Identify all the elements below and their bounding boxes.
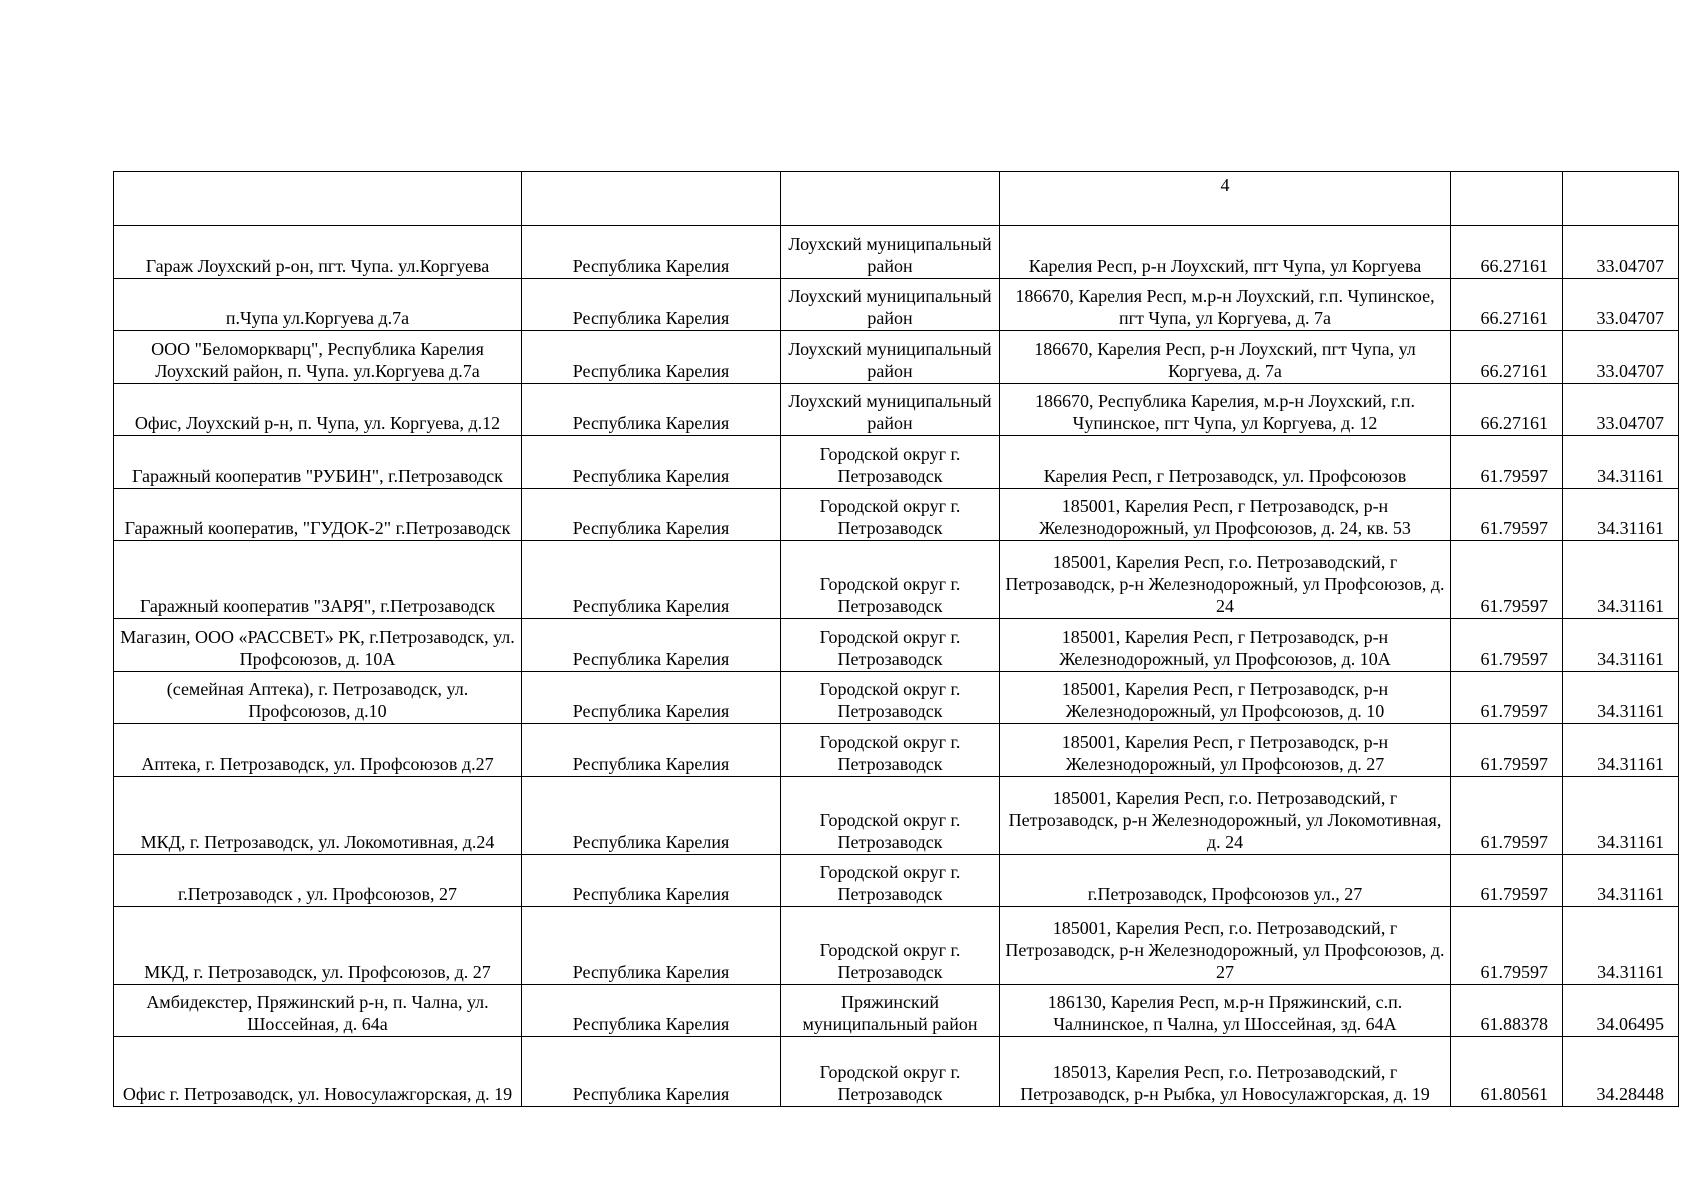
table-row (114, 331, 1679, 384)
cell-longitude: 34.31161 (1563, 436, 1679, 489)
cell-latitude: 61.79597 (1451, 541, 1563, 619)
cell-municipality: Городской округ г. Петрозаводск (781, 541, 1000, 619)
cell-address: 185013, Карелия Респ, г.о. Петрозаводский, г Петрозаводск, р-н Рыбка, ул Новосулажгорская, д. 19 (1000, 1037, 1451, 1107)
cell-latitude: 61.79597 (1451, 777, 1563, 855)
table-row (114, 777, 1679, 855)
cell-municipality: Городской округ г. Петрозаводск (781, 907, 1000, 985)
document-page (113, 171, 1678, 1107)
cell-name: г.Петрозаводск , ул. Профсоюзов, 27 (114, 855, 522, 907)
page-number: 4 (1000, 172, 1451, 226)
cell-municipality: Пряжинский муниципальный район (781, 985, 1000, 1037)
table-cell (114, 172, 522, 226)
cell-municipality: Городской округ г. Петрозаводск (781, 672, 1000, 724)
cell-name: Офис г. Петрозаводск, ул. Новосулажгорская, д. 19 (114, 1037, 522, 1107)
cell-municipality: Городской округ г. Петрозаводск (781, 777, 1000, 855)
cell-longitude: 34.31161 (1563, 724, 1679, 777)
cell-name: п.Чупа ул.Коргуева д.7а (114, 279, 522, 331)
cell-region: Республика Карелия (522, 331, 781, 384)
cell-name: ООО "Беломоркварц", Республика Карелия Лоухский район, п. Чупа. ул.Коргуева д.7а (114, 331, 522, 384)
cell-region: Республика Карелия (522, 1037, 781, 1107)
cell-longitude: 33.04707 (1563, 384, 1679, 436)
cell-address: 185001, Карелия Респ, г.о. Петрозаводский, г Петрозаводск, р-н Железнодорожный, ул Локомотивная, д. 24 (1000, 777, 1451, 855)
cell-address: г.Петрозаводск, Профсоюзов ул., 27 (1000, 855, 1451, 907)
cell-latitude: 61.79597 (1451, 672, 1563, 724)
cell-municipality: Городской округ г. Петрозаводск (781, 724, 1000, 777)
table-row (114, 907, 1679, 985)
cell-name: Гараж Лоухский р-он, пгт. Чупа. ул.Коргуева (114, 226, 522, 279)
cell-address: 185001, Карелия Респ, г Петрозаводск, р-н Железнодорожный, ул Профсоюзов, д. 24, кв. 53 (1000, 489, 1451, 541)
data-table (113, 171, 1679, 1107)
cell-latitude: 61.88378 (1451, 985, 1563, 1037)
cell-address: 185001, Карелия Респ, г.о. Петрозаводский, г Петрозаводск, р-н Железнодорожный, ул Профсоюзов, д. 27 (1000, 907, 1451, 985)
table-row (114, 436, 1679, 489)
table-row (114, 855, 1679, 907)
table-body (114, 172, 1679, 1107)
table-cell (1563, 172, 1679, 226)
cell-longitude: 34.31161 (1563, 672, 1679, 724)
cell-address: 186670, Карелия Респ, р-н Лоухский, пгт Чупа, ул Коргуева, д. 7а (1000, 331, 1451, 384)
cell-municipality: Городской округ г. Петрозаводск (781, 1037, 1000, 1107)
cell-region: Республика Карелия (522, 672, 781, 724)
cell-region: Республика Карелия (522, 619, 781, 672)
cell-longitude: 34.28448 (1563, 1037, 1679, 1107)
cell-longitude: 34.31161 (1563, 907, 1679, 985)
cell-longitude: 34.31161 (1563, 777, 1679, 855)
cell-region: Республика Карелия (522, 226, 781, 279)
cell-latitude: 66.27161 (1451, 279, 1563, 331)
cell-region: Республика Карелия (522, 279, 781, 331)
cell-longitude: 34.06495 (1563, 985, 1679, 1037)
cell-region: Республика Карелия (522, 777, 781, 855)
cell-region: Республика Карелия (522, 436, 781, 489)
cell-municipality: Лоухский муниципальный район (781, 226, 1000, 279)
cell-longitude: 34.31161 (1563, 541, 1679, 619)
cell-longitude: 33.04707 (1563, 279, 1679, 331)
cell-name: МКД, г. Петрозаводск, ул. Локомотивная, д.24 (114, 777, 522, 855)
cell-address: 185001, Карелия Респ, г Петрозаводск, р-н Железнодорожный, ул Профсоюзов, д. 27 (1000, 724, 1451, 777)
cell-latitude: 66.27161 (1451, 226, 1563, 279)
table-row (114, 541, 1679, 619)
cell-latitude: 61.79597 (1451, 436, 1563, 489)
cell-name: Аптека, г. Петрозаводск, ул. Профсоюзов д.27 (114, 724, 522, 777)
cell-address: 185001, Карелия Респ, г Петрозаводск, р-н Железнодорожный, ул Профсоюзов, д. 10А (1000, 619, 1451, 672)
page-number-row (114, 172, 1679, 226)
cell-longitude: 34.31161 (1563, 489, 1679, 541)
cell-region: Республика Карелия (522, 907, 781, 985)
table-cell (781, 172, 1000, 226)
cell-region: Республика Карелия (522, 384, 781, 436)
cell-municipality: Лоухский муниципальный район (781, 384, 1000, 436)
cell-address: Карелия Респ, р-н Лоухский, пгт Чупа, ул Коргуева (1000, 226, 1451, 279)
cell-name: Офис, Лоухский р-н, п. Чупа, ул. Коргуева, д.12 (114, 384, 522, 436)
table-row (114, 1037, 1679, 1107)
table-row (114, 619, 1679, 672)
cell-longitude: 33.04707 (1563, 226, 1679, 279)
cell-municipality: Городской округ г. Петрозаводск (781, 436, 1000, 489)
cell-region: Республика Карелия (522, 489, 781, 541)
cell-address: 186670, Республика Карелия, м.р-н Лоухский, г.п. Чупинское, пгт Чупа, ул Коргуева, д. 12 (1000, 384, 1451, 436)
table-row (114, 672, 1679, 724)
table-row (114, 226, 1679, 279)
table-row (114, 724, 1679, 777)
cell-address: 186130, Карелия Респ, м.р-н Пряжинский, с.п. Чалнинское, п Чална, ул Шоссейная, зд. 64А (1000, 985, 1451, 1037)
cell-longitude: 34.31161 (1563, 855, 1679, 907)
cell-region: Республика Карелия (522, 541, 781, 619)
cell-address: 185001, Карелия Респ, г Петрозаводск, р-н Железнодорожный, ул Профсоюзов, д. 10 (1000, 672, 1451, 724)
cell-longitude: 33.04707 (1563, 331, 1679, 384)
cell-address: 186670, Карелия Респ, м.р-н Лоухский, г.п. Чупинское, пгт Чупа, ул Коргуева, д. 7а (1000, 279, 1451, 331)
cell-region: Республика Карелия (522, 724, 781, 777)
cell-latitude: 66.27161 (1451, 384, 1563, 436)
cell-municipality: Лоухский муниципальный район (781, 279, 1000, 331)
table-row (114, 489, 1679, 541)
cell-name: Гаражный кооператив, "ГУДОК-2" г.Петрозаводск (114, 489, 522, 541)
table-cell (1451, 172, 1563, 226)
table-row (114, 985, 1679, 1037)
cell-name: Гаражный кооператив "ЗАРЯ", г.Петрозаводск (114, 541, 522, 619)
cell-region: Республика Карелия (522, 985, 781, 1037)
cell-latitude: 66.27161 (1451, 331, 1563, 384)
cell-address: 185001, Карелия Респ, г.о. Петрозаводский, г Петрозаводск, р-н Железнодорожный, ул Профсоюзов, д. 24 (1000, 541, 1451, 619)
cell-municipality: Городской округ г. Петрозаводск (781, 855, 1000, 907)
cell-latitude: 61.79597 (1451, 855, 1563, 907)
cell-name: (семейная Аптека), г. Петрозаводск, ул. Профсоюзов, д.10 (114, 672, 522, 724)
cell-latitude: 61.79597 (1451, 907, 1563, 985)
cell-latitude: 61.79597 (1451, 619, 1563, 672)
cell-municipality: Городской округ г. Петрозаводск (781, 619, 1000, 672)
cell-municipality: Городской округ г. Петрозаводск (781, 489, 1000, 541)
cell-latitude: 61.79597 (1451, 724, 1563, 777)
table-cell (522, 172, 781, 226)
cell-latitude: 61.79597 (1451, 489, 1563, 541)
table-row (114, 279, 1679, 331)
table-row (114, 384, 1679, 436)
cell-municipality: Лоухский муниципальный район (781, 331, 1000, 384)
cell-address: Карелия Респ, г Петрозаводск, ул. Профсоюзов (1000, 436, 1451, 489)
cell-name: МКД, г. Петрозаводск, ул. Профсоюзов, д. 27 (114, 907, 522, 985)
cell-name: Магазин, ООО «РАССВЕТ» РК, г.Петрозаводск, ул. Профсоюзов, д. 10А (114, 619, 522, 672)
cell-name: Амбидекстер, Пряжинский р-н, п. Чална, ул. Шоссейная, д. 64а (114, 985, 522, 1037)
cell-region: Республика Карелия (522, 855, 781, 907)
cell-name: Гаражный кооператив "РУБИН", г.Петрозаводск (114, 436, 522, 489)
cell-longitude: 34.31161 (1563, 619, 1679, 672)
cell-latitude: 61.80561 (1451, 1037, 1563, 1107)
